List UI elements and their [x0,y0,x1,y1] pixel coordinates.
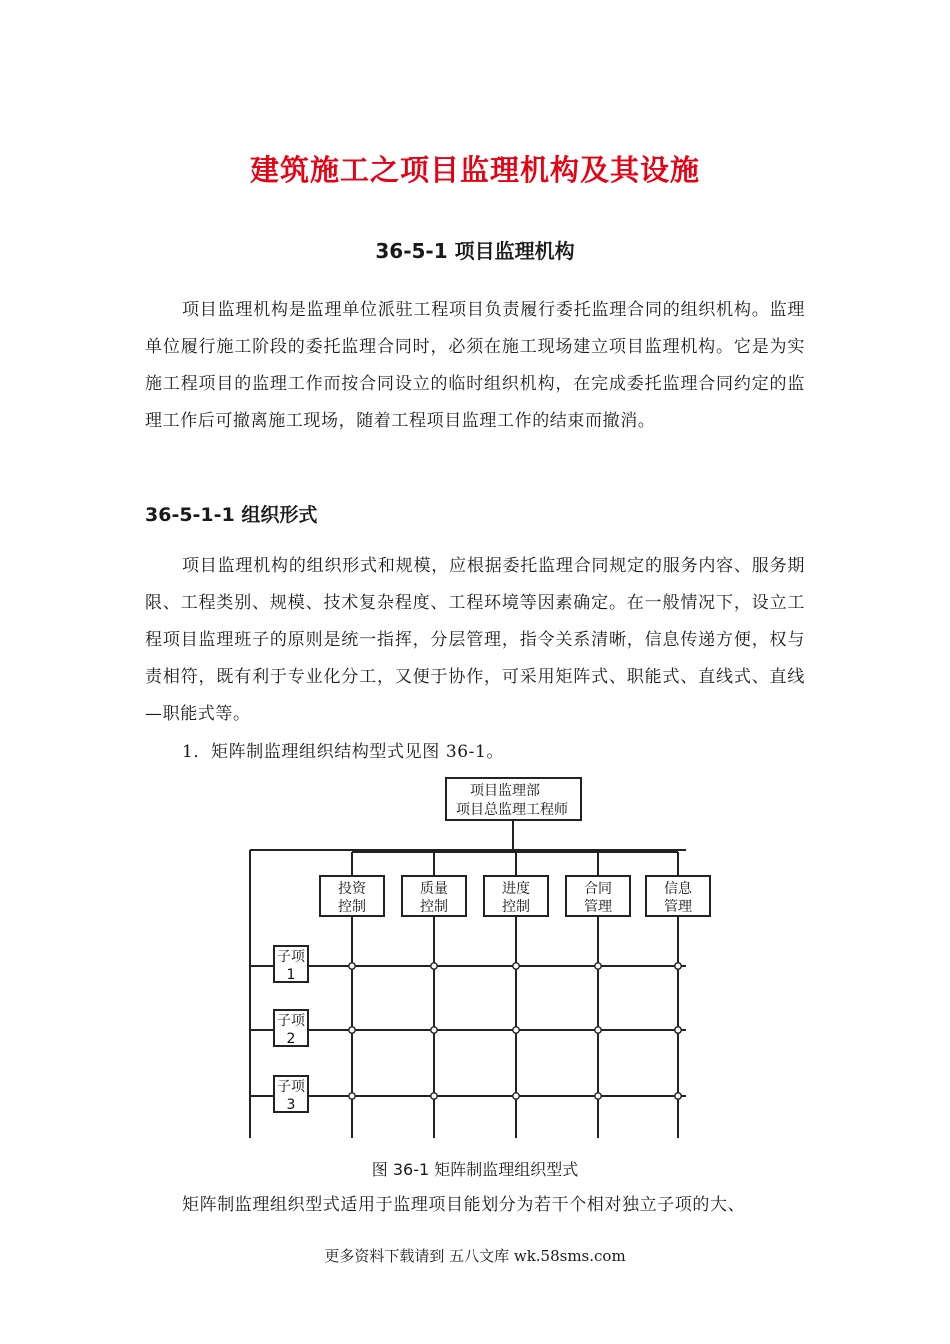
matrix-node-r2-c3 [513,1027,519,1033]
subproject-number-2: 2 [286,1031,296,1047]
subproject-number-1: 1 [286,967,296,983]
list-item-matrix: 1．矩阵制监理组织结构型式见图 36-1。 [182,742,505,762]
function-label-3-top: 进度 [502,881,530,897]
subproject-label-1: 子项 [277,949,305,965]
paragraph-organization-form: 项目监理机构的组织形式和规模，应根据委托监理合同规定的服务内容、服务期限、工程类别、规模、技术复杂程度、工程环境等因素确定。在一般情况下，设立工程项目监理班子的原则是统一指挥，分层管理，指令关系清晰，信息传递方便，权与责相符，既有利于专业化分工，又便于协作，可采用矩阵式、职能式、直线式、直线—职能式等。 [145,556,805,724]
subproject-label-2: 子项 [277,1013,305,1029]
footer-download-note: 更多资料下载请到 五八文库 wk.58sms.com [324,1247,626,1265]
project-supervision-label: 项目监理部 [470,783,540,799]
function-label-2-bottom: 控制 [420,899,448,915]
section-heading: 36-5-1 项目监理机构 [375,239,575,263]
figure-caption: 图 36-1 矩阵制监理组织型式 [371,1160,579,1179]
matrix-node-r1-c3 [513,963,519,969]
document-title: 建筑施工之项目监理机构及其设施 [249,153,700,187]
matrix-node-r3-c3 [513,1093,519,1099]
chief-supervisor-label: 项目总监理工程师 [456,802,568,818]
matrix-node-r3-c2 [431,1093,437,1099]
function-label-5-top: 信息 [664,881,692,897]
paragraph-intro: 项目监理机构是监理单位派驻工程项目负责履行委托监理合同的组织机构。监理单位履行施工阶段的委托监理合同时，必须在施工现场建立项目监理机构。它是为实施工程项目的监理工作而按合同设立的临时组织机构，在完成委托监理合同约定的监理工作后可撤离施工现场，随着工程项目监理工作的结束而撤消。 [145,300,805,431]
function-label-2-top: 质量 [420,881,448,897]
function-label-1-bottom: 控制 [338,899,366,915]
subsection-heading: 36-5-1-1 组织形式 [145,504,318,526]
paragraph-matrix-description: 矩阵制监理组织型式适用于监理项目能划分为若干个相对独立子项的大、 [182,1195,746,1215]
function-label-5-bottom: 管理 [664,899,692,915]
matrix-node-r3-c4 [595,1093,601,1099]
subproject-label-3: 子项 [277,1079,305,1095]
function-label-1-top: 投资 [338,881,366,897]
matrix-row-end-1 [675,963,681,969]
function-label-4-bottom: 管理 [584,899,612,915]
matrix-node-r1-c1 [349,963,355,969]
matrix-node-r2-c4 [595,1027,601,1033]
function-label-3-bottom: 控制 [502,899,530,915]
matrix-row-end-2 [675,1027,681,1033]
matrix-node-r1-c4 [595,963,601,969]
function-label-4-top: 合同 [584,881,612,897]
matrix-node-r2-c2 [431,1027,437,1033]
matrix-row-end-3 [675,1093,681,1099]
matrix-node-r2-c1 [349,1027,355,1033]
subproject-number-3: 3 [286,1097,296,1113]
matrix-node-r3-c1 [349,1093,355,1099]
matrix-node-r1-c2 [431,963,437,969]
